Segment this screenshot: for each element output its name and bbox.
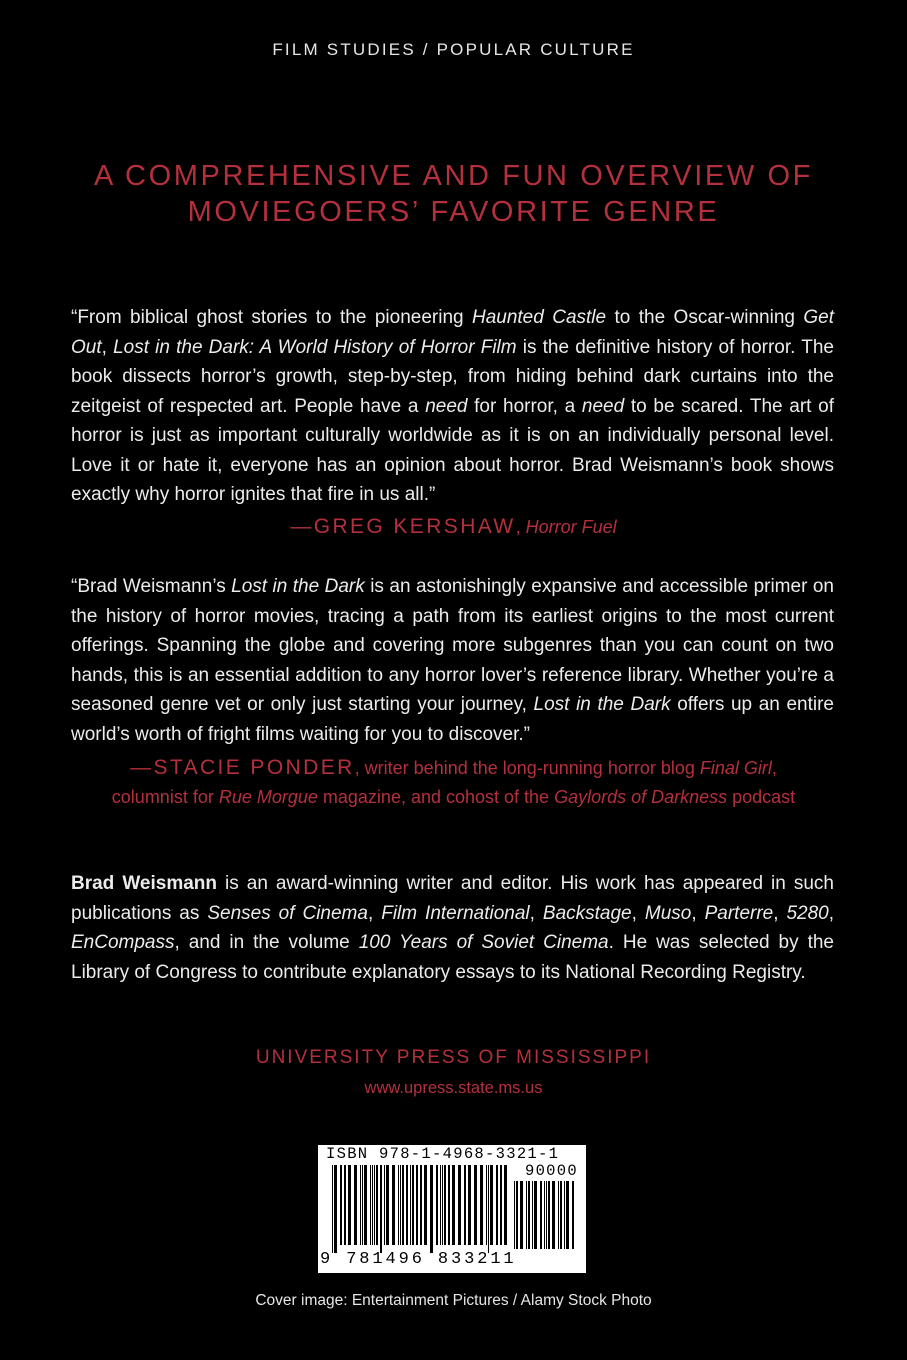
barcode-bar (420, 1165, 422, 1245)
quote-text: to be scared. The art of horror is just as important culturally worldwide as it is on an individually personal level. Love it or hate it, everyone has an opinion about horror. Brad Weismann’s book shows exactly why horror ignites that fire in us all.” (71, 395, 834, 505)
barcode-bar (558, 1181, 559, 1249)
barcode-bar (362, 1165, 363, 1245)
publication-title: Film International (381, 902, 530, 924)
barcode-bar (526, 1181, 527, 1249)
attribution-title: Rue Morgue (218, 787, 318, 807)
quote-title: Lost in the Dark (533, 694, 671, 715)
barcode-bar (424, 1165, 427, 1245)
attribution-title: Gaylords of Darkness (554, 787, 728, 807)
barcode-bar (360, 1165, 361, 1245)
quote-1-attribution (0, 512, 907, 542)
barcode-bar (488, 1165, 489, 1253)
barcode-bar (490, 1165, 493, 1245)
barcode-bar (332, 1165, 333, 1253)
barcode-bar (344, 1165, 346, 1245)
quote-text: “Brad Weismann’s (71, 576, 232, 597)
quote-title: Haunted Castle (471, 307, 607, 328)
barcode-bar (516, 1181, 518, 1249)
quote-text: , (101, 336, 114, 358)
barcode-bar (534, 1181, 537, 1249)
barcode-bar (546, 1181, 547, 1249)
barcode-bar (444, 1165, 446, 1245)
bio-text: is an award-winning writer and editor. His work has appeared in such publications as (71, 873, 834, 924)
barcode-bar (376, 1165, 378, 1245)
barcode-bar (486, 1165, 487, 1245)
attribution-text: , writer behind the long-running horror blog (354, 758, 700, 778)
barcode-bar (440, 1165, 441, 1245)
bio-text: , (529, 902, 543, 924)
barcode-bar (532, 1181, 533, 1249)
barcode-bar (552, 1181, 555, 1249)
bio-text: , (773, 902, 787, 924)
bio-text: , (828, 902, 835, 924)
bio-text: , and in the volume (174, 932, 359, 953)
barcode-bar (504, 1165, 507, 1245)
attribution-text: , columnist for (111, 758, 777, 807)
quote-emphasis: need (581, 395, 625, 417)
quote-text: is an astonishingly expansive and accessible primer on the history of horror movies, tracing a path from its earliest origins to the most current offerings. Spanning the globe and covering more subgenres than you can count on two hands, this is an essential addition to any horror lover’s reference library. Whether you’re a seasoned genre vet or only just starting your journey, (71, 576, 834, 715)
addon-barcode-bars (514, 1181, 576, 1249)
attribution-text: magazine, and cohost of the (317, 787, 555, 807)
barcode-bar (354, 1165, 357, 1245)
barcode-bar (442, 1165, 443, 1245)
barcode-bar (458, 1165, 461, 1245)
quote-text: “From biblical ghost stories to the pioneering (71, 307, 472, 328)
barcode-bar (384, 1165, 385, 1245)
bio-text: . He was selected by the Library of Congress to contribute explanatory essays to its National Recording Registry. (71, 932, 834, 983)
publication-title: 5280 (786, 902, 829, 924)
publication-title: Muso (644, 902, 692, 924)
bio-text: , (367, 902, 382, 924)
price-code: 90000 (524, 1162, 578, 1180)
publication-title: Senses of Cinema (207, 902, 368, 924)
quote-title: Lost in the Dark: A World History of Horror Film (113, 336, 517, 358)
barcode-bar (436, 1165, 438, 1245)
barcode-bar (480, 1165, 483, 1245)
barcode-bar (572, 1181, 574, 1249)
ean-digits: 9 781496 833211 (320, 1250, 517, 1269)
author-bio (71, 869, 834, 987)
barcode-bar (410, 1165, 411, 1245)
isbn-barcode (318, 1145, 586, 1273)
barcode-bar (560, 1181, 562, 1249)
quote-text: to the Oscar-winning (606, 307, 804, 328)
quote-text: for horror, a (467, 395, 582, 417)
headline (0, 158, 907, 230)
review-quote-2 (71, 572, 834, 749)
barcode-bar (380, 1165, 382, 1253)
barcode-bar (334, 1165, 337, 1253)
barcode-bar (430, 1165, 433, 1253)
barcode-bar (406, 1165, 408, 1245)
quote-text: is the definitive history of horror. The book dissects horror’s growth, step-by-step, from hiding behind dark curtains into the zeitgeist of respected art. People have a (71, 336, 834, 417)
barcode-bar (374, 1165, 375, 1245)
barcode-bar (564, 1181, 565, 1249)
barcode-bar (496, 1165, 498, 1245)
barcode-bar (412, 1165, 414, 1245)
headline-line-2: MOVIEGOERS’ FAVORITE GENRE (187, 196, 720, 228)
headline-line-1: A COMPREHENSIVE AND FUN OVERVIEW OF (94, 160, 813, 192)
attribution-title: Final Girl (699, 758, 772, 778)
ean-barcode-bars (332, 1165, 510, 1253)
quote-text: offers up an entire world’s worth of fright films waiting for you to discover.” (71, 694, 834, 745)
barcode-bar (528, 1181, 530, 1249)
author-name: Brad Weismann (71, 873, 217, 894)
barcode-bar (540, 1181, 542, 1249)
quote-2-attribution (95, 753, 812, 812)
publication-title: EnCompass (71, 932, 175, 953)
barcode-bar (386, 1165, 389, 1245)
quote-title: Get Out (71, 307, 834, 358)
reviewer-name: —STACIE PONDER (130, 756, 355, 779)
publisher-website: www.upress.state.ms.us (364, 1079, 543, 1097)
barcode-bar (544, 1181, 545, 1249)
barcode-bar (372, 1165, 373, 1245)
review-quote-1 (71, 303, 834, 510)
barcode-bar (364, 1165, 367, 1245)
barcode-bar (452, 1165, 455, 1245)
barcode-bar (398, 1165, 399, 1245)
barcode-bar (348, 1165, 351, 1245)
isbn-label: ISBN 978-1-4968-3321-1 (326, 1145, 560, 1163)
publication-title: 100 Years of Soviet Cinema (358, 932, 609, 953)
quote-emphasis: need (425, 395, 468, 417)
barcode-bar (514, 1181, 515, 1249)
barcode-bar (468, 1165, 471, 1245)
barcode-bar (464, 1165, 466, 1245)
barcode-bar (474, 1165, 477, 1245)
barcode-bar (340, 1165, 342, 1245)
barcode-bar (566, 1181, 569, 1249)
attribution-text: podcast (727, 787, 796, 807)
reviewer-name: —GREG KERSHAW (290, 515, 516, 538)
cover-credit: Cover image: Entertainment Pictures / Alamy Stock Photo (255, 1292, 652, 1309)
barcode-bar (416, 1165, 418, 1245)
publication-title: Backstage (542, 902, 632, 924)
quote-title: Lost in the Dark (231, 576, 365, 597)
publisher-name: UNIVERSITY PRESS OF MISSISSIPPI (255, 1047, 652, 1068)
category-label: FILM STUDIES / POPULAR CULTURE (272, 40, 635, 59)
attribution-separator: , (515, 517, 526, 537)
barcode-bar (448, 1165, 450, 1245)
publication-title: Parterre (704, 902, 774, 924)
barcode-bar (402, 1165, 404, 1245)
bio-text: , (631, 902, 645, 924)
barcode-bar (500, 1165, 502, 1245)
barcode-bar (400, 1165, 401, 1245)
barcode-bar (370, 1165, 371, 1245)
reviewer-source: Horror Fuel (525, 517, 617, 537)
barcode-bar (392, 1165, 395, 1245)
barcode-bar (520, 1181, 523, 1249)
barcode-bar (548, 1181, 550, 1249)
bio-text: , (691, 902, 705, 924)
